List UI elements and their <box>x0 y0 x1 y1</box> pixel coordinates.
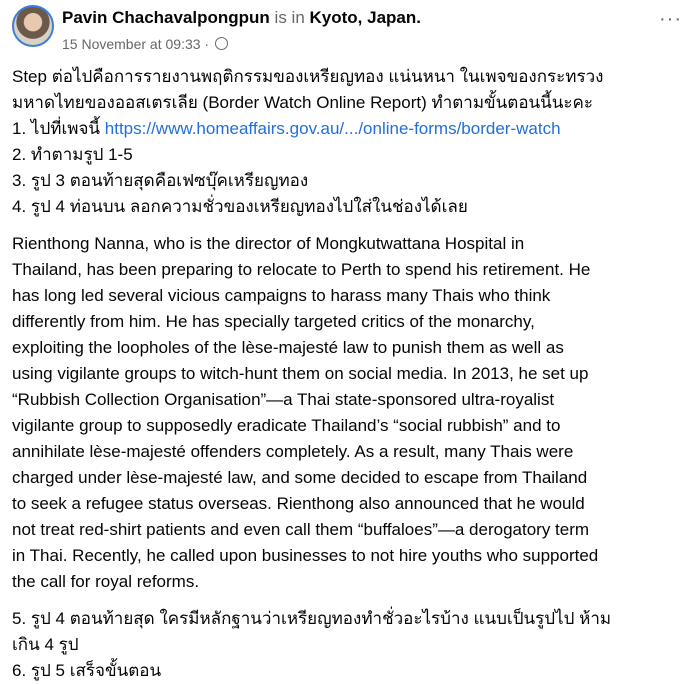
text-line: exploiting the loopholes of the lèse-majesté law to punish them as well as <box>12 338 564 357</box>
step-4: 4. รูป 4 ท่อนบน ลอกความชั่วของเหรียญทองไปใส่ในช่องได้เลย <box>12 197 468 216</box>
text-line: charged under lèse-majesté law, and some decided to escape from Thailand <box>12 468 588 487</box>
author-name[interactable]: Pavin Chachavalpongpun <box>62 8 270 27</box>
more-options-button[interactable]: ··· <box>659 8 682 30</box>
text-line: “Rubbish Collection Organisation”—a Thai state-sponsored ultra-royalist <box>12 390 555 409</box>
text-line: the call for royal reforms. <box>12 572 200 591</box>
author-line <box>62 8 421 28</box>
english-paragraph <box>12 231 611 595</box>
final-steps <box>12 606 611 684</box>
globe-icon <box>215 37 228 50</box>
text-line: annihilate lèse-majesté offenders completely. As a result, many Thais were <box>12 442 574 461</box>
step-1-label: 1. ไปที่เพจนี้ <box>12 119 105 138</box>
text-line: in Thai. Recently, he called upon businesses to not hire youths who supported <box>12 546 599 565</box>
text-line: มหาดไทยของออสเตรเลีย (Border Watch Online Report) ทำตามขั้นตอนนี้นะคะ <box>12 93 594 112</box>
step-6: 6. รูป 5 เสร็จขั้นตอน <box>12 661 162 680</box>
step-5: 5. รูป 4 ตอนท้ายสุด ใครมีหลักฐานว่าเหรียญทองทำชั่วอะไรบ้าง แนบเป็นรูปไป ห้าม <box>12 609 612 628</box>
location-link[interactable]: Kyoto, Japan. <box>309 8 421 27</box>
text-line: vigilante group to supposedly eradicate Thailand’s “social rubbish” and to <box>12 416 561 435</box>
text-line: Step ต่อไปคือการรายงานพฤติกรรมของเหรียญทอง แน่นหนา ในเพจของกระทรวง <box>12 67 604 86</box>
text-line: not treat red-shirt patients and even call them “buffaloes”—a derogatory term <box>12 520 590 539</box>
text-line: using vigilante groups to witch-hunt them on social media. In 2013, he set up <box>12 364 589 383</box>
is-in-text: is in <box>274 8 305 27</box>
text-line: Thailand, has been preparing to relocate to Perth to spend his retirement. He <box>12 260 591 279</box>
post-body <box>12 64 611 684</box>
text-line: differently from him. He has specially targeted critics of the monarchy, <box>12 312 535 331</box>
text-line: Rienthong Nanna, who is the director of Mongkutwattana Hospital in <box>12 234 525 253</box>
text-line: has long led several vicious campaigns to harass many Thais who think <box>12 286 551 305</box>
avatar[interactable] <box>12 5 54 47</box>
post-date <box>62 36 228 52</box>
step-3: 3. รูป 3 ตอนท้ายสุดคือเฟซบุ๊คเหรียญทอง <box>12 171 309 190</box>
border-watch-link[interactable]: https://www.homeaffairs.gov.au/.../online-forms/border-watch <box>104 119 561 138</box>
text-line: to seek a refugee status overseas. Rienthong also announced that he would <box>12 494 585 513</box>
step-2: 2. ทำตามรูป 1-5 <box>12 145 133 164</box>
timestamp[interactable]: 15 November at 09:33 · <box>62 36 210 52</box>
step-5-cont: เกิน 4 รูป <box>12 635 79 654</box>
step-1 <box>12 116 611 142</box>
